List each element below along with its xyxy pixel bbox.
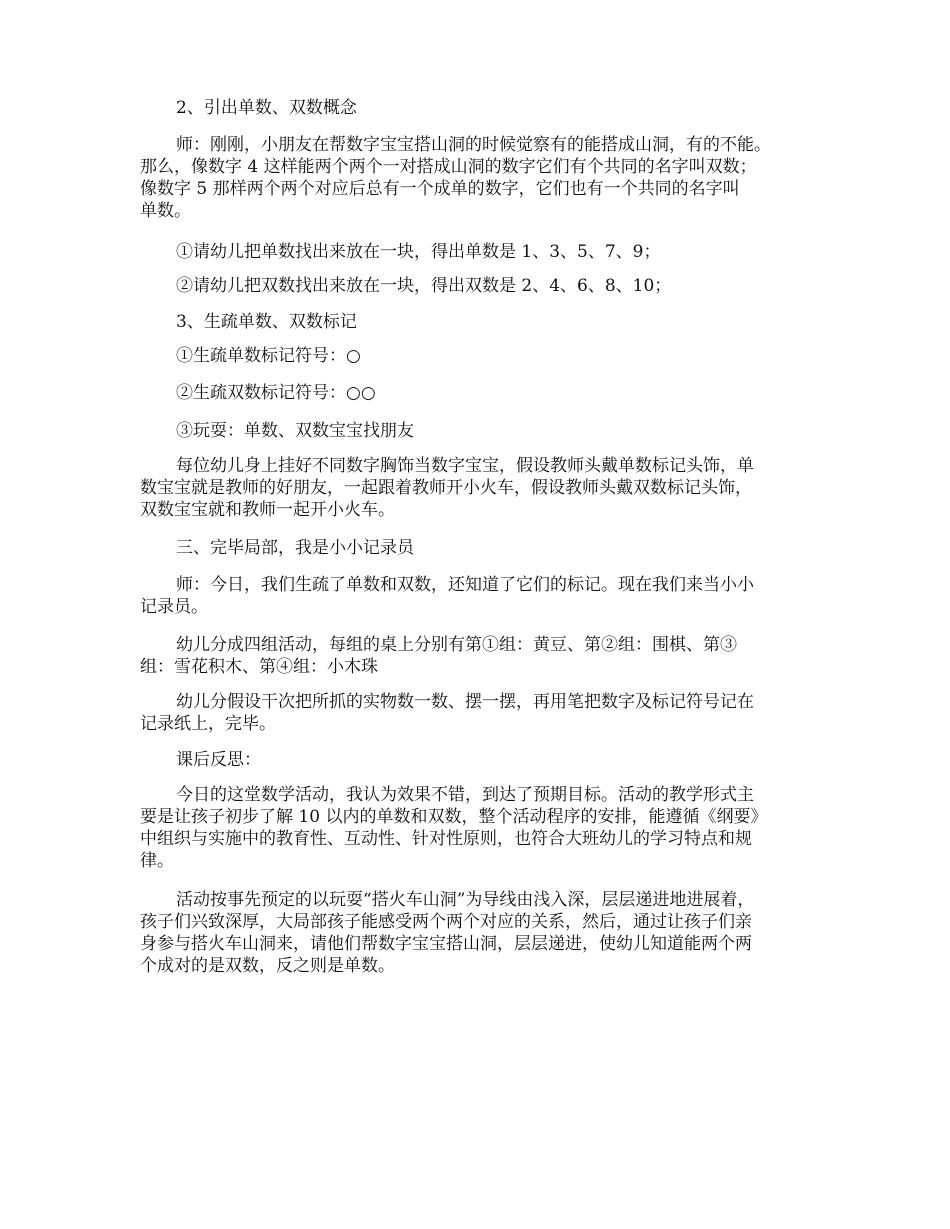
paragraph-reflection-1 [140,784,840,872]
paragraph-game-rules [140,455,840,521]
heading-section-3 [140,311,840,333]
text-line: 孩子们兴致深厚，大局部孩子能感受两个两个对应的关系，然后，通过让孩子们亲 [140,912,752,932]
text-line: 双数宝宝就和教师一起开小火车。 [140,500,395,520]
text-line: 记录员。 [140,597,208,617]
list-item-odd [140,241,840,263]
text-line: ②生疏双数标记符号：○○ [176,383,376,403]
paragraph-teacher-intro [140,134,840,222]
heading-section-2 [140,97,840,119]
text-line: 中组织与实施中的教育性、互动性、针对性原则，也符合大班幼儿的学习特点和规 [140,829,752,849]
text-line: 记录纸上，完毕。 [140,714,276,734]
text-line: 那么，像数字 4 这样能两个两个一对搭成山洞的数字它们有个共同的名字叫双数； [140,157,757,177]
text-line: 幼儿分成四组活动，每组的桌上分别有第①组：黄豆、第②组：围棋、第③ [176,635,737,655]
text-line: 今日的这堂数学活动，我认为效果不错，到达了预期目标。活动的教学形式主 [176,785,754,805]
text-line: 活动按事先预定的以玩耍“搭火车山洞”为导线由浅入深，层层递进地进展着， [176,890,755,910]
list-item-even-symbol [140,382,840,404]
text-line: 幼儿分假设干次把所抓的实物数一数、摆一摆，再用笔把数字及标记符号记在 [176,692,754,712]
list-item-odd-symbol [140,345,840,367]
text-line: ①请幼儿把单数找出来放在一块，得出单数是 1、3、5、7、9； [176,242,661,262]
text-line: 师：刚刚，小朋友在帮数字宝宝搭山洞的时候觉察有的能搭成山洞，有的不能。 [176,135,771,155]
text-line: 师：今日，我们生疏了单数和双数，还知道了它们的标记。现在我们来当小小 [176,575,754,595]
text-line: 要是让孩子初步了解 10 以内的单数和双数，整个活动程序的安排，能遵循《纲要》 [140,807,768,827]
list-item-game [140,420,840,442]
list-item-even [140,275,840,297]
text-line: ③玩耍：单数、双数宝宝找朋友 [176,421,414,441]
heading-section-three [140,537,840,559]
text-line: 课后反思： [176,750,261,770]
text-line: 身参与搭火车山洞来，请他们帮数字宝宝搭山洞，层层递进，使幼儿知道能两个两 [140,934,752,954]
text-line: 每位幼儿身上挂好不同数字胸饰当数字宝宝，假设教师头戴单数标记头饰，单 [176,456,754,476]
paragraph-groups [140,634,840,678]
text-line: 个成对的是双数，反之则是单数。 [140,956,395,976]
text-line: 像数字 5 那样两个两个对应后总有一个成单的数字，它们也有一个共同的名字叫 [140,179,740,199]
paragraph-reflection-2 [140,889,840,977]
text-line: 2、引出单数、双数概念 [176,98,357,118]
text-line: ②请幼儿把双数找出来放在一块，得出双数是 2、4、6、8、10； [176,276,672,296]
text-line: 数宝宝就是教师的好朋友，一起跟着教师开小火车，假设教师头戴双数标记头饰， [140,478,752,498]
text-line: 单数。 [140,201,191,221]
paragraph-recording [140,691,840,735]
text-line: 组：雪花积木、第④组：小木珠 [140,657,378,677]
text-line: ①生疏单数标记符号：○ [176,346,361,366]
paragraph-teacher-record [140,574,840,618]
text-line: 律。 [140,851,174,871]
text-line: 3、生疏单数、双数标记 [176,312,357,332]
heading-reflection [140,749,840,771]
text-line: 三、完毕局部，我是小小记录员 [176,538,414,558]
